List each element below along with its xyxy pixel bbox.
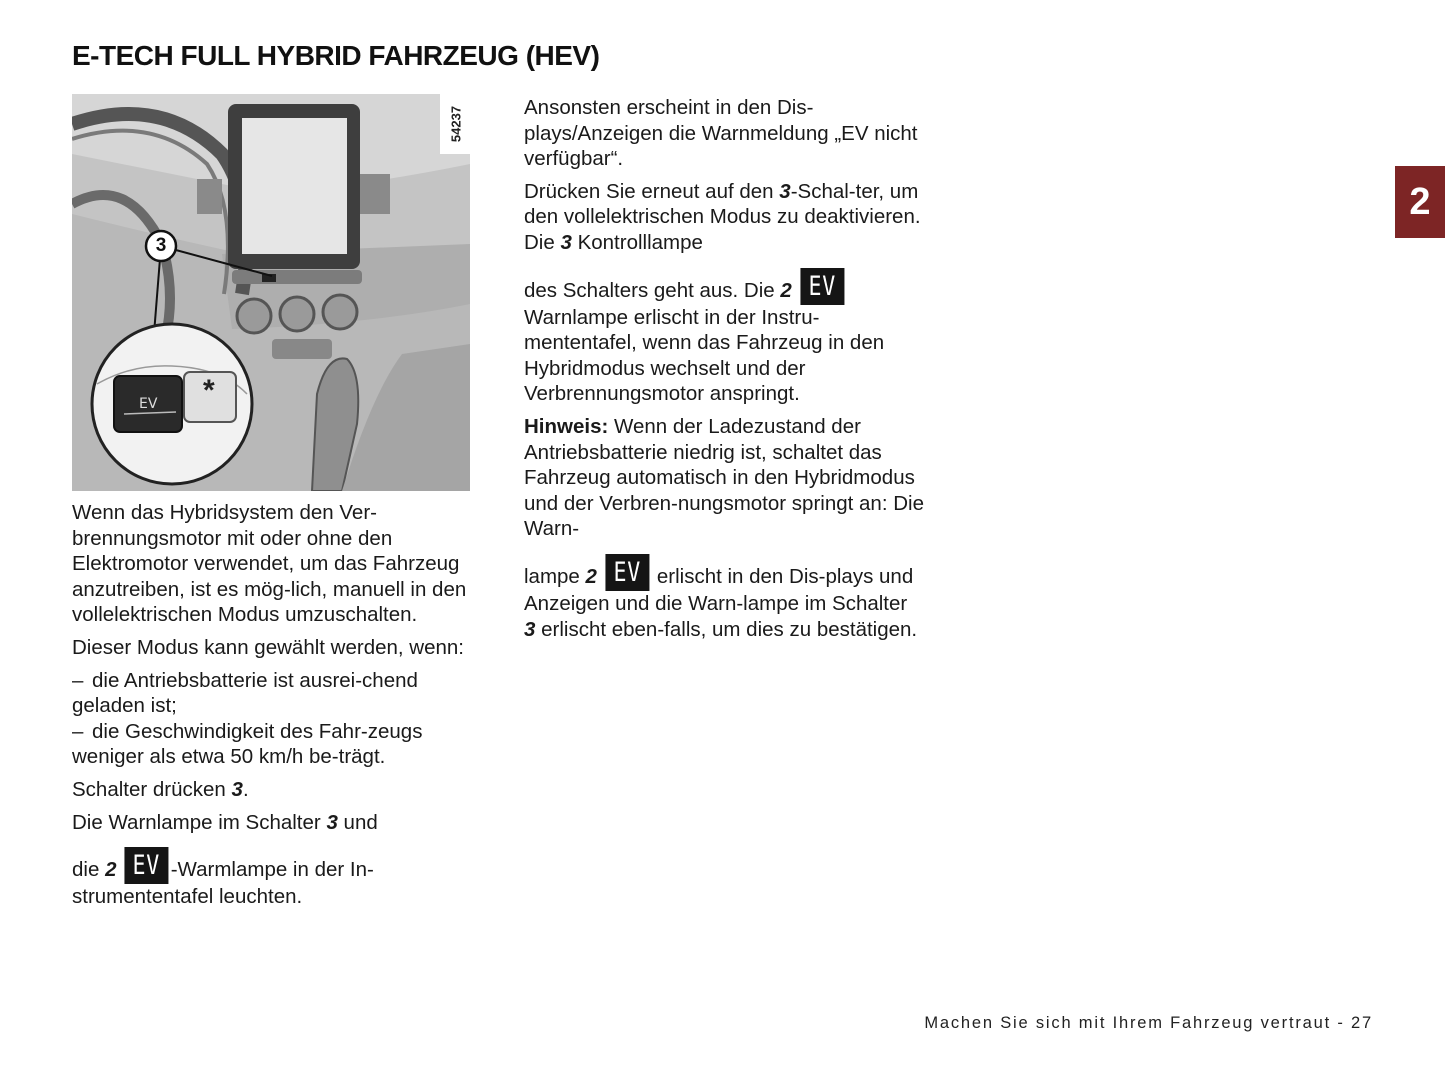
warning-lamp-paragraph: Die Warnlampe im Schalter 3 und bbox=[72, 810, 378, 834]
note-paragraph: Hinweis: Wenn der Ladezustand der Antriebsbatterie niedrig ist, schaltet das Fahrzeug automatisch in den Hybridmodus und der Verbren-nungsmotor springt an: Die Warn- bbox=[524, 414, 924, 541]
callout-3-label: 3 bbox=[155, 235, 167, 256]
page-title: E-TECH FULL HYBRID FAHRZEUG (HEV) bbox=[72, 40, 600, 71]
list-item: – die Antriebsbatterie ist ausrei-chend geladen ist; bbox=[72, 668, 418, 718]
switch-off-paragraph: des Schalters geht aus. Die 2 EV Warnlampe erlischt in der Instru-mententafel, wenn das Fahrzeug in den Hybridmodus wechselt und der Verbrennungsmotor anspringt. bbox=[524, 268, 924, 407]
ev-switch-label: EV bbox=[139, 396, 158, 412]
chapter-tab: 2 bbox=[1395, 166, 1445, 238]
ev-lamp-paragraph: die 2 EV -Warmlampe in der In-strumententafel leuchten. bbox=[72, 847, 472, 910]
page-footer: Machen Sie sich mit Ihrem Fahrzeug vertraut - 27 bbox=[924, 1014, 1373, 1032]
switch-symbol: * bbox=[203, 374, 215, 407]
figure-id-label: 54237 bbox=[448, 105, 464, 143]
condition-paragraph: Dieser Modus kann gewählt werden, wenn: bbox=[72, 635, 464, 659]
ev-badge-icon: EV bbox=[125, 847, 169, 884]
lamp-off-paragraph: lampe 2 EV erlischt in den Dis-plays und Anzeigen und die Warn-lampe im Schalter 3 erlischt eben-falls, um dies zu bestätigen. bbox=[524, 554, 924, 642]
deactivate-paragraph: Drücken Sie erneut auf den 3-Schal-ter, um den vollelektrischen Modus zu deaktivieren. Die 3 Kontrolllampe bbox=[524, 179, 921, 254]
condition-list bbox=[72, 668, 472, 770]
intro-paragraph: Wenn das Hybridsystem den Ver-brennungsmotor mit oder ohne den Elektromotor verwendet, um das Fahrzeug anzutreiben, ist es mög-lich, manuell in den vollelektrischen Modus umzuschalten. bbox=[72, 501, 467, 627]
press-switch-paragraph: Schalter drücken 3. bbox=[72, 777, 249, 801]
list-item: – die Geschwindigkeit des Fahr-zeugs weniger als etwa 50 km/h be-trägt. bbox=[72, 719, 423, 769]
dashboard-illustration bbox=[72, 94, 470, 491]
ev-unavailable-paragraph: Ansonsten erscheint in den Dis-plays/Anzeigen die Warnmeldung „EV nicht verfügbar“. bbox=[524, 96, 918, 171]
left-column bbox=[72, 500, 472, 917]
ev-badge-icon: EV bbox=[800, 268, 844, 305]
right-column bbox=[524, 95, 924, 649]
ev-badge-icon: EV bbox=[605, 554, 649, 591]
